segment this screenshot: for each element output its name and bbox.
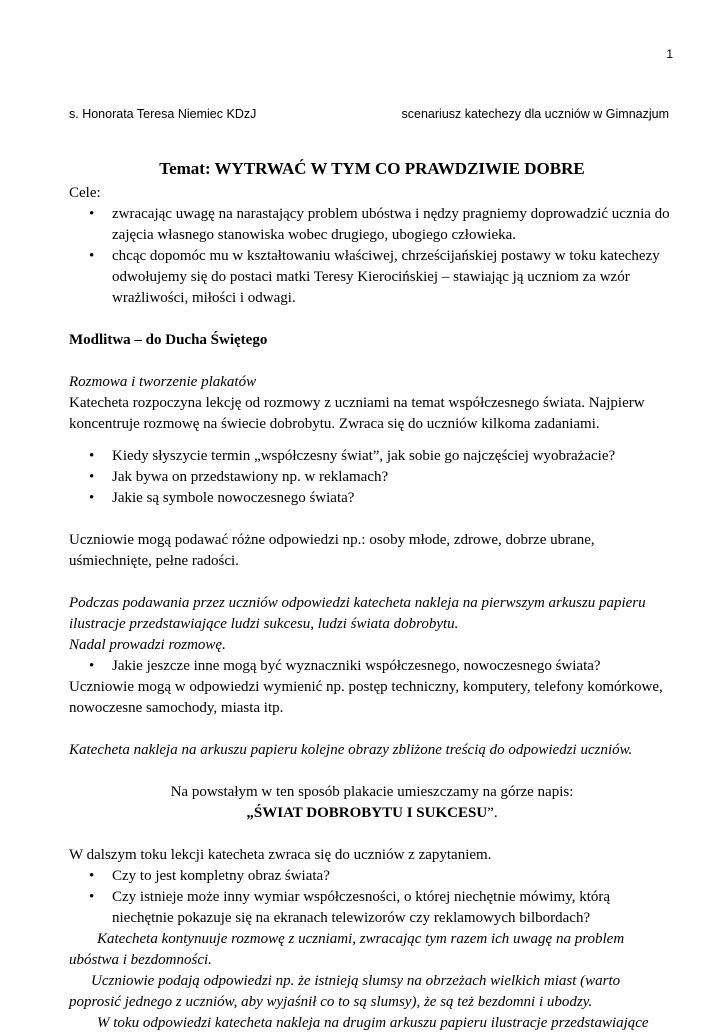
bullet-icon: • [89, 490, 95, 506]
page-header [69, 104, 669, 125]
instruction-note: W toku odpowiedzi katecheta nakleja na drugim arkuszu papieru ilustracje przedstawiające [97, 1015, 649, 1031]
header-author: s. Honorata Teresa Niemiec KDzJ [69, 107, 257, 121]
bullet-icon: • [89, 248, 95, 264]
bullet-icon: • [89, 448, 95, 464]
question-item: • Jakie jeszcze inne mogą być wyznaczniki współczesnego, nowoczesnego świata? [69, 656, 675, 677]
questions-list-1 [69, 446, 675, 509]
question-item: • Czy to jest kompletny obraz świata? [69, 866, 675, 887]
instruction-note: Uczniowie podają odpowiedzi np. że istnieją slumsy na obrzeżach wielkich miast (warto poprosić jednego z uczniów, aby wyjaśnił co to są slumsy), że są też bezdomni i ubodzy. [69, 973, 621, 1010]
goal-item: • zwracając uwagę na narastający problem ubóstwa i nędzy pragniemy doprowadzić ucznia do zajęcia własnego stanowiska wobec drugiego, ubogiego człowieka. [89, 206, 670, 243]
page-number: 1 [666, 47, 673, 61]
bullet-icon: • [89, 889, 95, 905]
instruction-note: Katecheta nakleja na arkuszu papieru kolejne obrazy zbliżone treścią do odpowiedzi uczniów. [69, 742, 633, 758]
bullet-icon: • [89, 658, 95, 674]
answers-paragraph: Uczniowie mogą podawać różne odpowiedzi np.: osoby młode, zdrowe, dobrze ubrane, uśmiechnięte, pełne radości. [69, 532, 595, 569]
question-item: • Jak bywa on przedstawiony np. w reklamach? [69, 467, 675, 488]
questions-list-2 [69, 656, 675, 677]
question-item: • Jakie są symbole nowoczesnego świata? [69, 488, 675, 509]
instruction-note: Podczas podawania przez uczniów odpowiedzi katecheta nakleja na pierwszym arkuszu papieru ilustracje przedstawiające ludzi sukcesu, ludzi świata dobrobytu. [69, 595, 646, 632]
answers-paragraph: Uczniowie mogą w odpowiedzi wymienić np. postęp techniczny, komputery, telefony komórkowe, nowoczesne samochody, miasta itp. [69, 679, 663, 716]
instruction-note: Nadal prowadzi rozmowę. [69, 637, 226, 653]
poster-line: Na powstałym w ten sposób plakacie umieszczamy na górze napis: [170, 784, 574, 800]
poster-title-line: „ŚWIAT DOBROBYTU I SUKCESU”. [246, 805, 498, 821]
section-heading: Rozmowa i tworzenie plakatów [69, 374, 257, 390]
poster-title: „ŚWIAT DOBROBYTU I SUKCESU [246, 805, 488, 821]
goals-label: Cele: [69, 185, 101, 201]
prayer-heading: Modlitwa – do Ducha Świętego [69, 332, 268, 348]
bullet-icon: • [89, 469, 95, 485]
document-body [69, 157, 675, 1034]
goals-list [69, 204, 675, 309]
lesson-title: Temat: WYTRWAĆ W TYM CO PRAWDZIWIE DOBRE [159, 159, 585, 178]
bullet-icon: • [89, 206, 95, 222]
bullet-icon: • [89, 868, 95, 884]
header-subtitle: scenariusz katechezy dla uczniów w Gimnazjum [401, 107, 669, 121]
section-intro: Katecheta rozpoczyna lekcję od rozmowy z uczniami na temat współczesnego świata. Najpierw koncentruje rozmowę na świecie dobrobytu. Zwraca się do uczniów kilkoma zadaniami. [69, 395, 645, 432]
questions-list-3 [69, 866, 675, 929]
question-item: • Kiedy słyszycie termin „współczesny świat”, jak sobie go najczęściej wyobrażacie? [69, 446, 675, 467]
question-item: • Czy istnieje może inny wymiar współczesności, o której niechętnie mówimy, którą niechętnie pokazuje się na ekranach telewizorów czy reklamowych bilbordach? [89, 889, 611, 926]
goal-item: • chcąc dopomóc mu w kształtowaniu właściwej, chrześcijańskiej postawy w toku katechezy odwołujemy się do postaci matki Teresy Kierocińskiej – stawiając ją uczniom za wzór wrażliwości, miłości i odwagi. [89, 248, 660, 306]
section-intro: W dalszym toku lekcji katecheta zwraca się do uczniów z zapytaniem. [69, 847, 492, 863]
instruction-note: Katecheta kontynuuje rozmowę z uczniami, zwracając tym razem ich uwagę na problem ubóstwa i bezdomności. [69, 931, 625, 968]
